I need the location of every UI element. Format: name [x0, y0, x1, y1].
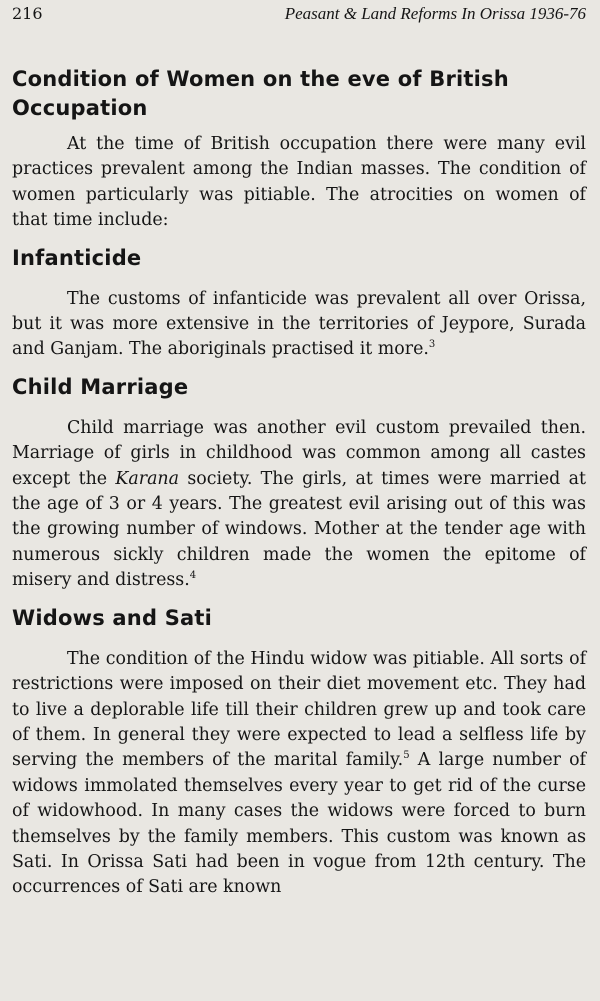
- main-heading: Condition of Women on the eve of British Occupation: [12, 67, 509, 120]
- heading-widows-sati: Widows and Sati: [12, 605, 213, 630]
- widows-text-2: A large number of widows immolated themselves every year to get rid of the curse of widowhood. In many cases the widows were forced to burn themselves by the family members. This custom was known as Sati. In Orissa Sati had been in vogue from 12th century. The occurrences of Sati are known: [12, 750, 586, 898]
- paragraph-child-marriage: [12, 416, 586, 594]
- book-title: Peasant & Land Reforms In Orissa 1936-76: [284, 4, 586, 23]
- footnote-ref-5: 5: [403, 750, 410, 762]
- child-marriage-text-1: Child marriage was another evil custom prevailed then. Marriage of girls in childhood was common among all castes except the: [12, 417, 586, 489]
- widows-text-1: The condition of the Hindu widow was pitiable. All sorts of restrictions were imposed on their diet movement etc. They had to live a deplorable life till their children grew up and took care of them. In general they were expected to lead a selfless life by serving the members of the marital family.: [12, 648, 586, 771]
- paragraph-infanticide: [12, 287, 586, 363]
- karana-term: Karana: [115, 468, 180, 489]
- footnote-ref-3: 3: [428, 339, 436, 351]
- heading-child-marriage: Child Marriage: [12, 374, 189, 399]
- infanticide-text: The customs of infanticide was prevalent all over Orissa, but it was more extensive in the territories of Jeypore, Surada and Ganjam. The aboriginals practised it more.: [12, 288, 586, 360]
- intro-paragraph: At the time of British occupation there were many evil practices prevalent among the Indian masses. The condition of women particularly was pitiable. The atrocities on women of that time include:: [12, 134, 586, 231]
- page-number: 216: [12, 4, 43, 23]
- heading-infanticide: Infanticide: [12, 245, 142, 270]
- running-header: [12, 0, 586, 36]
- child-marriage-text-2: society. The girls, at times were married at the age of 3 or 4 years. The greatest evil arising out of this was the growing number of windows. Mother at the tender age with numerous sickly children made the women the epitome of misery and distress.: [12, 468, 586, 591]
- footnote-ref-4: 4: [189, 570, 197, 582]
- paragraph-widows-sati: [12, 647, 586, 901]
